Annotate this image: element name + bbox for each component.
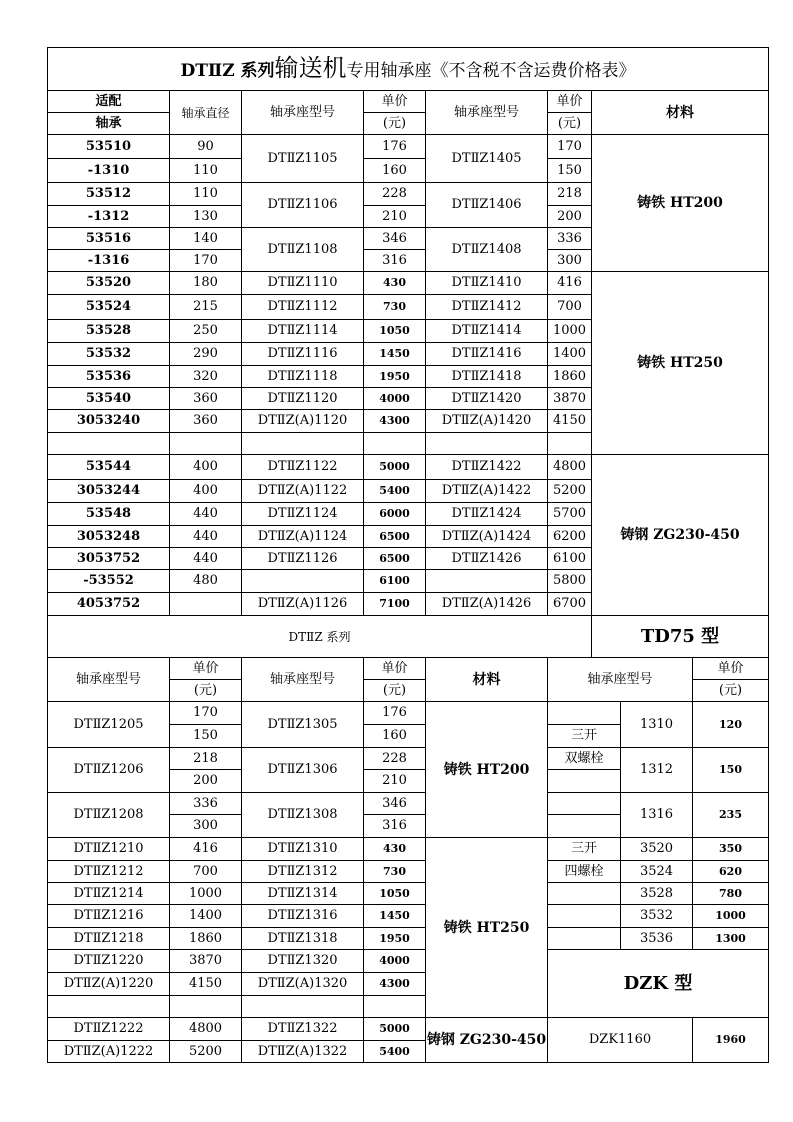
table-cell: 160 xyxy=(364,725,426,748)
td75-label: TD75 型 xyxy=(592,616,769,658)
s2-material-zg230: 铸钢 ZG230-450 xyxy=(426,1018,548,1063)
table-cell: DTⅡZ1406 xyxy=(426,183,548,228)
s2-material-ht200: 铸铁 HT200 xyxy=(426,702,548,838)
table-cell: 4150 xyxy=(170,973,242,996)
table-cell: 130 xyxy=(170,206,242,228)
table-cell: 228 xyxy=(364,748,426,770)
table-cell: 360 xyxy=(170,410,242,433)
table-cell: DTⅡZ1214 xyxy=(48,883,170,905)
table-cell: DTⅡZ1206 xyxy=(48,748,170,793)
table-cell: 1400 xyxy=(548,343,592,366)
header-model-2: 轴承座型号 xyxy=(426,91,548,135)
table-cell: 53536 xyxy=(48,366,170,388)
table-cell: DTⅡZ1418 xyxy=(426,366,548,388)
table-cell: 1312 xyxy=(621,748,693,793)
table-cell: DTⅡZ1316 xyxy=(242,905,364,928)
table-cell: DTⅡZ1122 xyxy=(242,455,364,480)
table-cell: 430 xyxy=(364,838,426,861)
table-cell: DTⅡZ1314 xyxy=(242,883,364,905)
table-cell: 5400 xyxy=(364,480,426,503)
table-cell: 300 xyxy=(170,815,242,838)
table-cell: 440 xyxy=(170,526,242,548)
table-cell: 150 xyxy=(170,725,242,748)
page-title xyxy=(48,48,769,91)
table-cell: DTⅡZ1410 xyxy=(426,272,548,295)
table-cell: 250 xyxy=(170,320,242,343)
split3-label: 三开 xyxy=(548,725,621,748)
empty-cell xyxy=(242,996,364,1018)
table-cell: DTⅡZ1124 xyxy=(242,503,364,526)
table-cell: DTⅡZ(A)1424 xyxy=(426,526,548,548)
table-cell: 700 xyxy=(548,295,592,320)
table-cell: 1400 xyxy=(170,905,242,928)
table-cell: 53516 xyxy=(48,228,170,250)
table-cell: DTⅡZ(A)1120 xyxy=(242,410,364,433)
empty-cell xyxy=(170,996,242,1018)
header-bearing: 轴承 xyxy=(48,113,170,135)
table-cell: 1000 xyxy=(170,883,242,905)
empty-cell xyxy=(170,433,242,455)
table-cell: 1050 xyxy=(364,320,426,343)
table-cell: 3524 xyxy=(621,861,693,883)
table-cell: DTⅡZ1218 xyxy=(48,928,170,950)
table-cell: 53510 xyxy=(48,135,170,159)
table-cell: 180 xyxy=(170,272,242,295)
table-cell: DTⅡZ1426 xyxy=(426,548,548,570)
empty-cell xyxy=(548,928,621,950)
split3b-label: 三开 xyxy=(548,838,621,861)
table-cell: 53544 xyxy=(48,455,170,480)
table-cell: 1310 xyxy=(621,702,693,748)
table-cell: 150 xyxy=(693,748,769,793)
table-cell: 170 xyxy=(170,702,242,725)
table-cell: DTⅡZ1110 xyxy=(242,272,364,295)
table-cell: 620 xyxy=(693,861,769,883)
four-bolt-label: 四螺栓 xyxy=(548,861,621,883)
empty-cell xyxy=(548,793,621,815)
table-cell: DTⅡZ(A)1320 xyxy=(242,973,364,996)
table-cell: 316 xyxy=(364,250,426,272)
s2-header-price-1: 单价 xyxy=(170,658,242,680)
title-rest: 专用轴承座《不含税不含运费价格表》 xyxy=(346,60,636,81)
table-cell: 5700 xyxy=(548,503,592,526)
table-cell: DTⅡZ1116 xyxy=(242,343,364,366)
table-cell: DTⅡZ1310 xyxy=(242,838,364,861)
table-cell: 4053752 xyxy=(48,593,170,616)
table-cell: 3520 xyxy=(621,838,693,861)
table-cell: DTⅡZ1212 xyxy=(48,861,170,883)
table-cell: -1312 xyxy=(48,206,170,228)
table-cell: 90 xyxy=(170,135,242,159)
table-cell: 6000 xyxy=(364,503,426,526)
table-cell: 400 xyxy=(170,455,242,480)
header-material: 材料 xyxy=(592,91,769,135)
table-cell: 3053752 xyxy=(48,548,170,570)
table-cell: 3870 xyxy=(548,388,592,410)
table-cell: DTⅡZ1114 xyxy=(242,320,364,343)
table-cell: 7100 xyxy=(364,593,426,616)
empty-cell xyxy=(426,433,548,455)
table-cell: 176 xyxy=(364,135,426,159)
double-bolt-label: 双螺栓 xyxy=(548,748,621,770)
table-cell: DTⅡZ1416 xyxy=(426,343,548,366)
table-cell: DTⅡZ1118 xyxy=(242,366,364,388)
table-cell: DTⅡZ1220 xyxy=(48,950,170,973)
table-cell: DTⅡZ1222 xyxy=(48,1018,170,1041)
table-cell: DTⅡZ1106 xyxy=(242,183,364,228)
table-cell: 336 xyxy=(170,793,242,815)
table-cell: DTⅡZ1305 xyxy=(242,702,364,748)
table-cell: DTⅡZ1105 xyxy=(242,135,364,183)
table-cell: 4000 xyxy=(364,388,426,410)
table-cell: 110 xyxy=(170,159,242,183)
table-cell: 346 xyxy=(364,793,426,815)
empty-cell xyxy=(48,996,170,1018)
table-cell: DTⅡZ1414 xyxy=(426,320,548,343)
header-fit: 适配 xyxy=(48,91,170,113)
table-cell: DTⅡZ1408 xyxy=(426,228,548,272)
table-cell: 6700 xyxy=(548,593,592,616)
table-cell: 53532 xyxy=(48,343,170,366)
material-ht200: 铸铁 HT200 xyxy=(592,135,769,272)
table-cell: 5200 xyxy=(170,1041,242,1063)
table-cell: 440 xyxy=(170,503,242,526)
s2-header-price-3: 单价 xyxy=(693,658,769,680)
table-cell: 6500 xyxy=(364,526,426,548)
table-cell: 400 xyxy=(170,480,242,503)
table-cell: 1950 xyxy=(364,928,426,950)
table-cell: 170 xyxy=(548,135,592,159)
table-cell: 350 xyxy=(693,838,769,861)
table-cell: 53540 xyxy=(48,388,170,410)
table-cell: DTⅡZ1422 xyxy=(426,455,548,480)
dzk-model: DZK1160 xyxy=(548,1018,693,1063)
header-price-1: 单价 xyxy=(364,91,426,113)
header-price-2: 单价 xyxy=(548,91,592,113)
series-label: DTⅡZ 系列 xyxy=(48,616,592,658)
table-cell: DTⅡZ1120 xyxy=(242,388,364,410)
table-cell: 218 xyxy=(170,748,242,770)
table-cell: 3870 xyxy=(170,950,242,973)
empty-cell xyxy=(48,433,170,455)
table-cell: DTⅡZ1322 xyxy=(242,1018,364,1041)
table-cell: 316 xyxy=(364,815,426,838)
table-cell: 5800 xyxy=(548,570,592,593)
table-cell: 3536 xyxy=(621,928,693,950)
header-unit-2: (元) xyxy=(548,113,592,135)
table-cell: 150 xyxy=(548,159,592,183)
dzk-price: 1960 xyxy=(693,1018,769,1063)
s2-header-unit-1: (元) xyxy=(170,680,242,702)
table-cell: DTⅡZ(A)1426 xyxy=(426,593,548,616)
empty-cell xyxy=(364,996,426,1018)
table-cell: 360 xyxy=(170,388,242,410)
table-cell: 416 xyxy=(170,838,242,861)
table-cell: 53524 xyxy=(48,295,170,320)
table-cell: DTⅡZ(A)1422 xyxy=(426,480,548,503)
table-cell: DTⅡZ(A)1420 xyxy=(426,410,548,433)
table-cell: 215 xyxy=(170,295,242,320)
table-cell: DTⅡZ(A)1222 xyxy=(48,1041,170,1063)
table-cell: 210 xyxy=(364,206,426,228)
table-cell: 110 xyxy=(170,183,242,206)
table-cell: 5000 xyxy=(364,455,426,480)
table-cell: 430 xyxy=(364,272,426,295)
empty-cell xyxy=(548,905,621,928)
title-big: 输送机 xyxy=(274,53,347,82)
table-cell: 1316 xyxy=(621,793,693,838)
table-cell: DTⅡZ1306 xyxy=(242,748,364,793)
table-cell: DTⅡZ1126 xyxy=(242,548,364,570)
table-cell: 120 xyxy=(693,702,769,748)
table-cell: 1860 xyxy=(170,928,242,950)
s2-header-material: 材料 xyxy=(426,658,548,702)
table-cell: 290 xyxy=(170,343,242,366)
price-table xyxy=(47,47,769,1063)
table-cell: 228 xyxy=(364,183,426,206)
table-cell: 1450 xyxy=(364,343,426,366)
table-cell: 480 xyxy=(170,570,242,593)
header-unit-1: (元) xyxy=(364,113,426,135)
table-cell: 5400 xyxy=(364,1041,426,1063)
table-cell: 176 xyxy=(364,702,426,725)
table-cell: 1000 xyxy=(548,320,592,343)
table-cell: 3528 xyxy=(621,883,693,905)
table-cell: 160 xyxy=(364,159,426,183)
empty-cell xyxy=(548,702,621,725)
table-cell xyxy=(426,570,548,593)
table-cell xyxy=(242,570,364,593)
table-cell: 336 xyxy=(548,228,592,250)
table-cell: DTⅡZ1318 xyxy=(242,928,364,950)
table-cell: 440 xyxy=(170,548,242,570)
table-cell: DTⅡZ1112 xyxy=(242,295,364,320)
table-cell: DTⅡZ1208 xyxy=(48,793,170,838)
table-cell: 1050 xyxy=(364,883,426,905)
header-diameter: 轴承直径 xyxy=(170,91,242,135)
table-cell: 1450 xyxy=(364,905,426,928)
table-cell: DTⅡZ1412 xyxy=(426,295,548,320)
material-zg230: 铸钢 ZG230-450 xyxy=(592,455,769,616)
table-cell: 170 xyxy=(170,250,242,272)
table-cell: 346 xyxy=(364,228,426,250)
table-cell: 700 xyxy=(170,861,242,883)
table-cell: 300 xyxy=(548,250,592,272)
table-cell: 53520 xyxy=(48,272,170,295)
table-cell: 5000 xyxy=(364,1018,426,1041)
table-cell: 416 xyxy=(548,272,592,295)
table-cell: 1950 xyxy=(364,366,426,388)
s2-header-model-2: 轴承座型号 xyxy=(242,658,364,702)
table-cell: 210 xyxy=(364,770,426,793)
table-cell: DTⅡZ1424 xyxy=(426,503,548,526)
empty-cell xyxy=(548,770,621,793)
table-cell: 730 xyxy=(364,295,426,320)
table-cell: 1000 xyxy=(693,905,769,928)
table-cell: -1310 xyxy=(48,159,170,183)
table-cell: -53552 xyxy=(48,570,170,593)
table-cell: DTⅡZ(A)1122 xyxy=(242,480,364,503)
table-cell: 53512 xyxy=(48,183,170,206)
table-cell xyxy=(170,593,242,616)
s2-header-model-1: 轴承座型号 xyxy=(48,658,170,702)
table-cell: DTⅡZ1216 xyxy=(48,905,170,928)
empty-cell xyxy=(364,433,426,455)
dzk-label: DZK 型 xyxy=(548,950,769,1018)
table-cell: 6100 xyxy=(364,570,426,593)
s2-header-unit-3: (元) xyxy=(693,680,769,702)
table-cell: 235 xyxy=(693,793,769,838)
table-cell: 53548 xyxy=(48,503,170,526)
empty-cell xyxy=(242,433,364,455)
table-cell: 140 xyxy=(170,228,242,250)
empty-cell xyxy=(548,815,621,838)
table-cell: 200 xyxy=(548,206,592,228)
table-cell: 3532 xyxy=(621,905,693,928)
table-cell: DTⅡZ1320 xyxy=(242,950,364,973)
empty-cell xyxy=(548,883,621,905)
table-cell: 218 xyxy=(548,183,592,206)
table-cell: 4300 xyxy=(364,410,426,433)
table-cell: 5200 xyxy=(548,480,592,503)
table-cell: 3053248 xyxy=(48,526,170,548)
table-cell: DTⅡZ1405 xyxy=(426,135,548,183)
table-cell: DTⅡZ1420 xyxy=(426,388,548,410)
table-cell: 3053240 xyxy=(48,410,170,433)
table-cell: 1300 xyxy=(693,928,769,950)
s2-header-unit-2: (元) xyxy=(364,680,426,702)
table-cell: DTⅡZ1108 xyxy=(242,228,364,272)
header-model-1: 轴承座型号 xyxy=(242,91,364,135)
table-cell: DTⅡZ1205 xyxy=(48,702,170,748)
table-cell: 53528 xyxy=(48,320,170,343)
table-cell: 4300 xyxy=(364,973,426,996)
table-cell: DTⅡZ(A)1124 xyxy=(242,526,364,548)
table-cell: DTⅡZ1308 xyxy=(242,793,364,838)
s2-material-ht250: 铸铁 HT250 xyxy=(426,838,548,1018)
table-cell: 320 xyxy=(170,366,242,388)
table-cell: DTⅡZ(A)1126 xyxy=(242,593,364,616)
table-cell: 4800 xyxy=(548,455,592,480)
empty-cell xyxy=(548,433,592,455)
table-cell: 4150 xyxy=(548,410,592,433)
table-cell: DTⅡZ(A)1220 xyxy=(48,973,170,996)
s2-header-price-2: 单价 xyxy=(364,658,426,680)
table-cell: 4800 xyxy=(170,1018,242,1041)
table-cell: DTⅡZ1312 xyxy=(242,861,364,883)
table-cell: 6100 xyxy=(548,548,592,570)
table-cell: DTⅡZ(A)1322 xyxy=(242,1041,364,1063)
table-cell: 6200 xyxy=(548,526,592,548)
s2-header-model-3: 轴承座型号 xyxy=(548,658,693,702)
table-cell: 780 xyxy=(693,883,769,905)
table-cell: 730 xyxy=(364,861,426,883)
table-cell: 1860 xyxy=(548,366,592,388)
table-cell: -1316 xyxy=(48,250,170,272)
table-cell: 6500 xyxy=(364,548,426,570)
material-ht250: 铸铁 HT250 xyxy=(592,272,769,455)
table-cell: 4000 xyxy=(364,950,426,973)
table-cell: DTⅡZ1210 xyxy=(48,838,170,861)
table-cell: 200 xyxy=(170,770,242,793)
table-cell: 3053244 xyxy=(48,480,170,503)
title-prefix: DTⅡZ 系列 xyxy=(180,60,275,81)
